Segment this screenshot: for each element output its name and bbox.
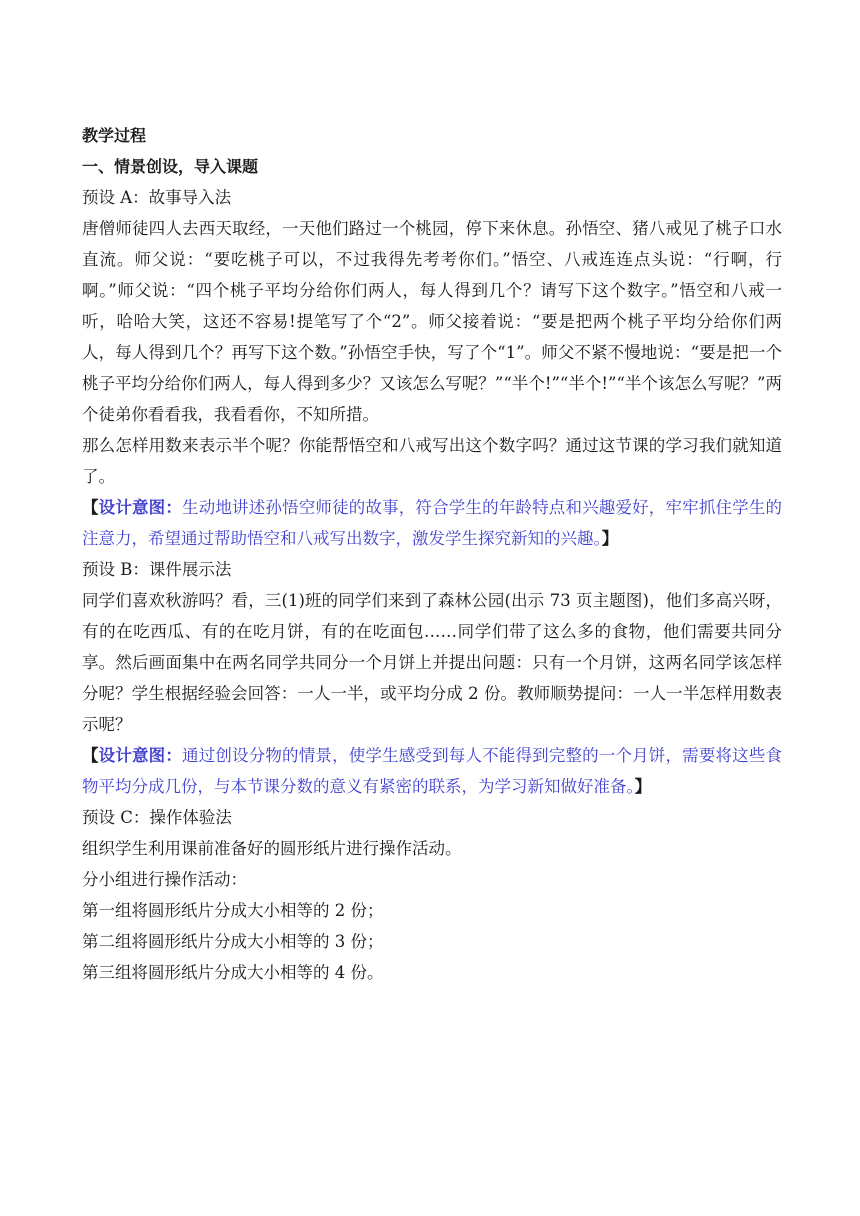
bracket-close: 】 xyxy=(634,777,652,796)
group-item: 第三组将圆形纸片分成大小相等的 4 份。 xyxy=(82,963,384,982)
preset-c-line2: 分小组进行操作活动： xyxy=(82,870,247,889)
preset-a-design-intent xyxy=(82,492,782,554)
document-page xyxy=(82,120,782,988)
preset-b-body: 同学们喜欢秋游吗？看，三(1)班的同学们来到了森林公园(出示 73 页主题图)，他们多高兴呀，有的在吃西瓜、有的在吃月饼，有的在吃面包……同学们带了这么多的食物，他们需要共同分享。然后画面集中在两名同学共同分一个月饼上并提出问题：只有一个月饼，这两名同学该怎样分呢？学生根据经验会回答：一人一半，或平均分成 2 份。教师顺势提问：一人一半怎样用数表示呢？ xyxy=(82,591,782,734)
preset-a-question: 那么怎样用数来表示半个呢？你能帮悟空和八戒写出这个数字吗？通过这节课的学习我们就知道了。 xyxy=(82,436,782,486)
intent-label: 设计意图： xyxy=(98,498,183,517)
preset-c-line1: 组织学生利用课前准备好的圆形纸片进行操作活动。 xyxy=(82,839,462,858)
bracket-close: 】 xyxy=(601,529,619,548)
intent-body: 生动地讲述孙悟空师徒的故事，符合学生的年龄特点和兴趣爱好，牢牢抓住学生的注意力，希望通过帮助悟空和八戒写出数字，激发学生探究新知的兴趣。 xyxy=(82,498,783,548)
group-item: 第二组将圆形纸片分成大小相等的 3 份； xyxy=(82,932,384,951)
preset-b-label: 预设 B：课件展示法 xyxy=(82,560,232,579)
heading-teaching-process: 教学过程 xyxy=(82,126,147,145)
group-item: 第一组将圆形纸片分成大小相等的 2 份； xyxy=(82,901,384,920)
preset-c-label: 预设 C：操作体验法 xyxy=(82,808,232,827)
section-title: 一、情景创设，导入课题 xyxy=(82,157,259,176)
bracket-open: 【 xyxy=(82,746,99,765)
intent-label: 设计意图： xyxy=(98,746,183,765)
intent-body: 通过创设分物的情景，使学生感受到每人不能得到完整的一个月饼，需要将这些食物平均分成几份，与本节课分数的意义有紧密的联系，为学习新知做好准备。 xyxy=(82,746,783,796)
preset-a-story: 唐僧师徒四人去西天取经，一天他们路过一个桃园，停下来休息。孙悟空、猪八戒见了桃子口水直流。师父说：“要吃桃子可以，不过我得先考考你们。”悟空、八戒连连点头说：“行啊，行啊。”师父说：“四个桃子平均分给你们两人，每人得到几个？请写下这个数字。”悟空和八戒一听，哈哈大笑，这还不容易!提笔写了个“2”。师父接着说：“要是把两个桃子平均分给你们两人，每人得到几个？再写下这个数。”孙悟空手快，写了个“1”。师父不紧不慢地说：“要是把一个桃子平均分给你们两人，每人得到多少？又该怎么写呢？”“半个!”“半个!”“半个该怎么写呢？”两个徒弟你看看我，我看看你，不知所措。 xyxy=(82,219,782,424)
preset-b-design-intent xyxy=(82,740,782,802)
preset-a-label: 预设 A：故事导入法 xyxy=(82,188,232,207)
bracket-open: 【 xyxy=(82,498,99,517)
